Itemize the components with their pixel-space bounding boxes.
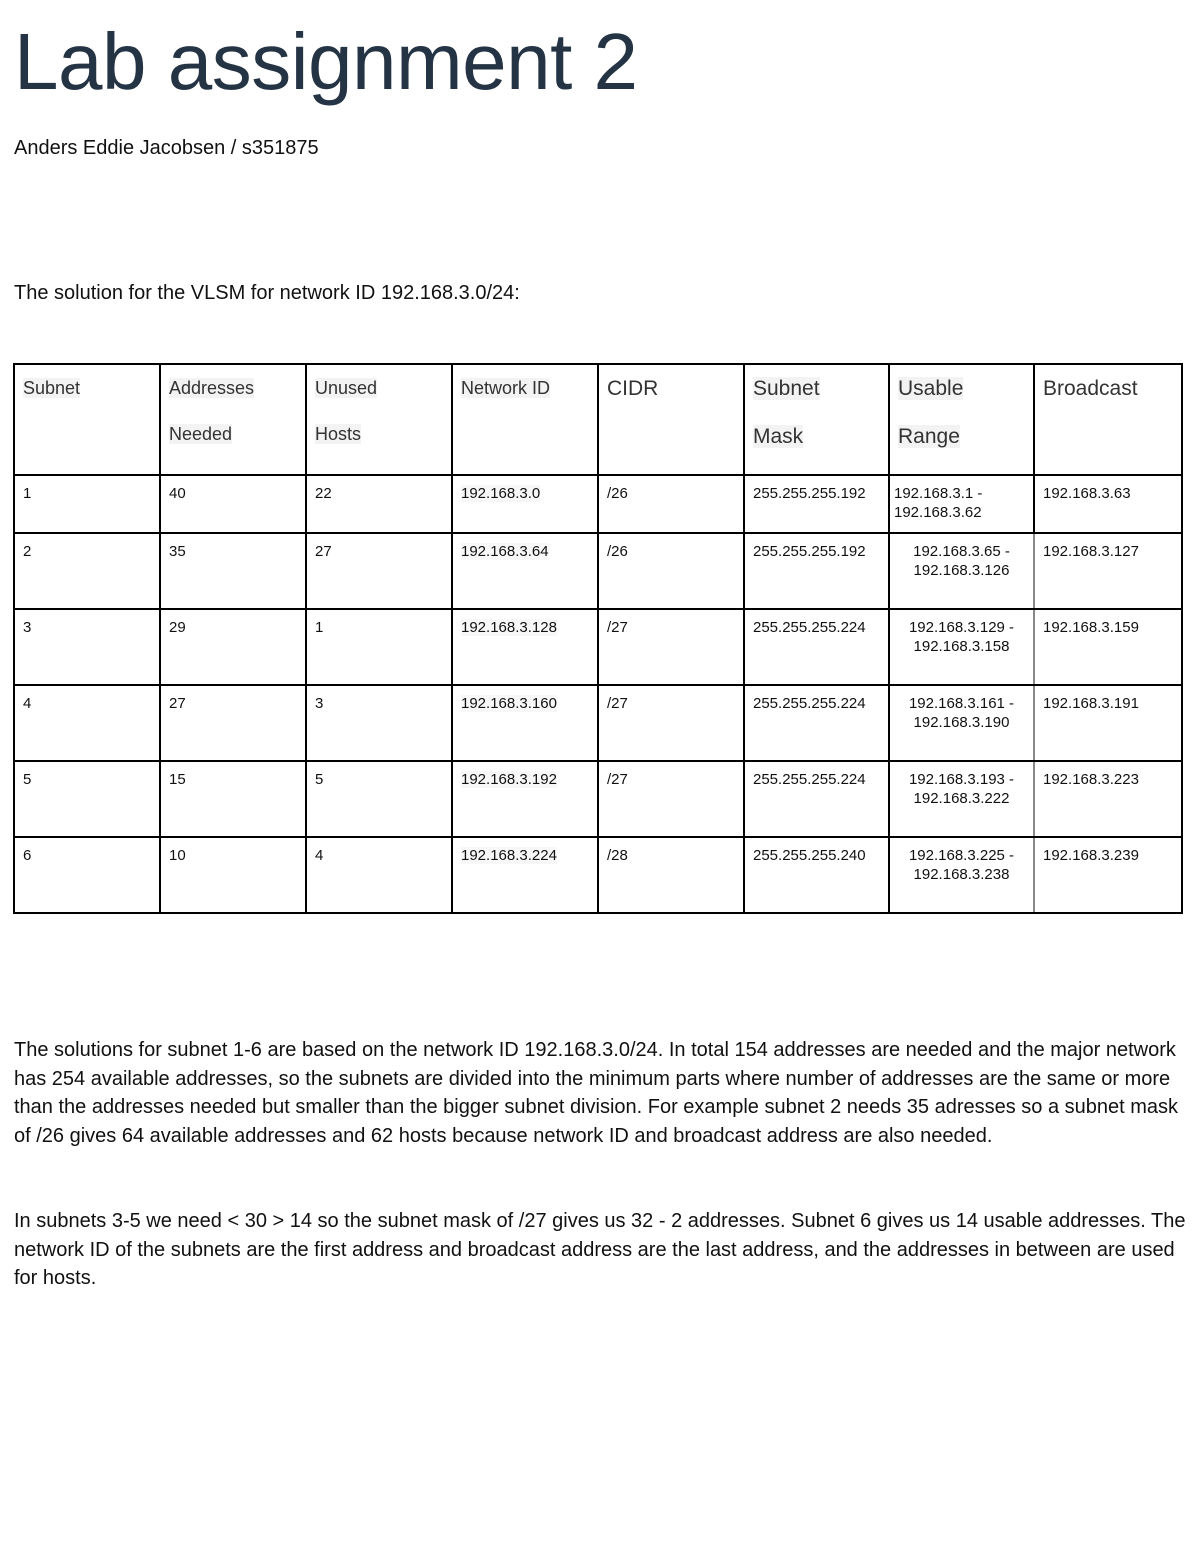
network-id-value: 192.168.3.224	[461, 847, 557, 864]
vlsm-table	[13, 363, 1183, 914]
cell-range	[889, 685, 1034, 761]
range-end: 192.168.3.158	[913, 638, 1010, 655]
cell-unused: 22	[306, 475, 452, 533]
header-subnet-label-2: Subnet	[753, 377, 820, 400]
cell-mask: 255.255.255.192	[744, 533, 889, 609]
cell-network-id	[452, 761, 598, 837]
range-start: 192.168.3.225 -	[908, 847, 1015, 864]
range-start: 192.168.3.1 -	[894, 485, 983, 502]
cell-needed: 35	[160, 533, 306, 609]
cell-subnet: 6	[14, 837, 160, 913]
table-row	[14, 761, 1182, 837]
table-row	[14, 475, 1182, 533]
cell-network-id	[452, 837, 598, 913]
cell-subnet: 1	[14, 475, 160, 533]
cell-range	[889, 609, 1034, 685]
cell-broadcast: 192.168.3.223	[1034, 761, 1182, 837]
intro-text: The solution for the VLSM for network ID 192.168.3.0/24:	[14, 282, 520, 304]
table-row	[14, 837, 1182, 913]
cell-mask: 255.255.255.224	[744, 685, 889, 761]
cell-subnet: 3	[14, 609, 160, 685]
header-network-id-label: Network ID	[461, 378, 551, 398]
cell-subnet: 4	[14, 685, 160, 761]
explanation-paragraph-2: In subnets 3-5 we need < 30 > 14 so the subnet mask of /27 gives us 32 - 2 addresses. Subnet 6 gives us 14 usable addresses. The network ID of the subnets are the first address and broadcast address are the last address, and the addresses in between are used for hosts.	[14, 1210, 1186, 1290]
cell-unused: 3	[306, 685, 452, 761]
cell-network-id	[452, 609, 598, 685]
cell-mask: 255.255.255.192	[744, 475, 889, 533]
network-id-value: 192.168.3.192	[461, 771, 557, 788]
cell-range	[889, 837, 1034, 913]
header-hosts-label: Hosts	[315, 424, 362, 444]
cell-range	[889, 533, 1034, 609]
header-addresses-label: Addresses	[169, 378, 255, 398]
header-network-id	[452, 364, 598, 475]
cell-unused: 27	[306, 533, 452, 609]
header-range-label: Range	[898, 425, 960, 448]
header-subnet-label: Subnet	[23, 378, 81, 398]
table-row	[14, 533, 1182, 609]
range-end: 192.168.3.62	[894, 504, 982, 521]
cell-broadcast: 192.168.3.239	[1034, 837, 1182, 913]
network-id-value: 192.168.3.0	[461, 485, 541, 502]
header-subnet	[14, 364, 160, 475]
header-unused-hosts	[306, 364, 452, 475]
range-start: 192.168.3.161 -	[908, 695, 1015, 712]
cell-range	[889, 475, 1034, 533]
explanation-paragraph-1: The solutions for subnet 1-6 are based on the network ID 192.168.3.0/24. In total 154 addresses are needed and the major network has 254 available addresses, so the subnets are divided into the minimum parts where number of addresses are the same or more than the addresses needed but smaller than the bigger subnet division. For example subnet 2 needs 35 adresses so a subnet mask of /26 gives 64 available addresses and 62 hosts because network ID and broadcast address are also needed.	[14, 1039, 1179, 1147]
cell-needed: 15	[160, 761, 306, 837]
document-title: Lab assignment 2	[14, 17, 638, 106]
network-id-value: 192.168.3.160	[461, 695, 557, 712]
cell-cidr: /26	[598, 475, 744, 533]
cell-range	[889, 761, 1034, 837]
header-broadcast-label: Broadcast	[1043, 377, 1138, 400]
cell-mask: 255.255.255.224	[744, 761, 889, 837]
cell-unused: 4	[306, 837, 452, 913]
header-subnet-mask	[744, 364, 889, 475]
cell-broadcast: 192.168.3.159	[1034, 609, 1182, 685]
cell-mask: 255.255.255.240	[744, 837, 889, 913]
cell-cidr: /27	[598, 609, 744, 685]
cell-network-id	[452, 475, 598, 533]
header-cidr	[598, 364, 744, 475]
header-needed-label: Needed	[169, 424, 233, 444]
cell-cidr: /28	[598, 837, 744, 913]
cell-needed: 40	[160, 475, 306, 533]
cell-cidr: /27	[598, 761, 744, 837]
cell-broadcast: 192.168.3.127	[1034, 533, 1182, 609]
range-start: 192.168.3.193 -	[908, 771, 1015, 788]
cell-subnet: 2	[14, 533, 160, 609]
table-row	[14, 609, 1182, 685]
cell-cidr: /26	[598, 533, 744, 609]
cell-mask: 255.255.255.224	[744, 609, 889, 685]
cell-unused: 1	[306, 609, 452, 685]
range-end: 192.168.3.222	[913, 790, 1010, 807]
cell-broadcast: 192.168.3.191	[1034, 685, 1182, 761]
header-usable-label: Usable	[898, 377, 964, 400]
header-addresses-needed	[160, 364, 306, 475]
range-end: 192.168.3.126	[913, 562, 1010, 579]
cell-broadcast: 192.168.3.63	[1034, 475, 1182, 533]
range-end: 192.168.3.190	[913, 714, 1010, 731]
network-id-value: 192.168.3.128	[461, 619, 557, 636]
cell-needed: 29	[160, 609, 306, 685]
cell-network-id	[452, 685, 598, 761]
cell-needed: 27	[160, 685, 306, 761]
cell-unused: 5	[306, 761, 452, 837]
range-start: 192.168.3.65 -	[913, 543, 1010, 560]
cell-network-id	[452, 533, 598, 609]
range-end: 192.168.3.238	[913, 866, 1010, 883]
header-broadcast	[1034, 364, 1182, 475]
header-mask-label: Mask	[753, 425, 804, 448]
cell-cidr: /27	[598, 685, 744, 761]
cell-subnet: 5	[14, 761, 160, 837]
header-unused-label: Unused	[315, 378, 378, 398]
header-cidr-label: CIDR	[607, 377, 659, 400]
table-header-row	[14, 364, 1182, 475]
cell-needed: 10	[160, 837, 306, 913]
header-usable-range	[889, 364, 1034, 475]
network-id-value: 192.168.3.64	[461, 543, 549, 560]
author-line: Anders Eddie Jacobsen / s351875	[14, 137, 319, 159]
table-row	[14, 685, 1182, 761]
range-start: 192.168.3.129 -	[908, 619, 1015, 636]
